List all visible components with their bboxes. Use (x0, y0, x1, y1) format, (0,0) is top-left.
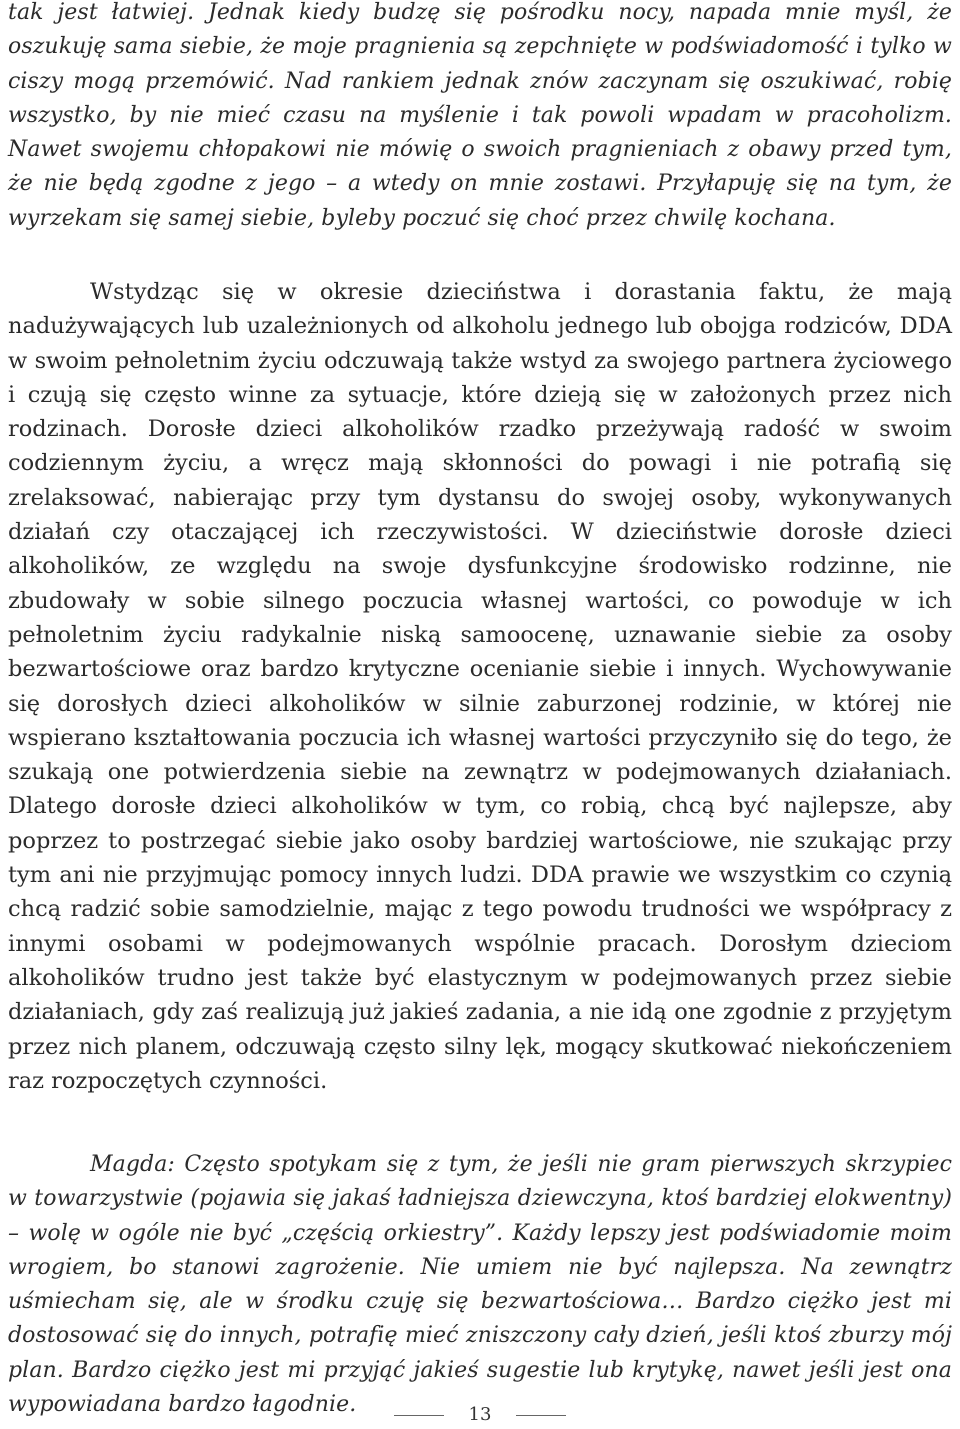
page-footer (0, 1404, 960, 1424)
footer-rule-left (394, 1415, 444, 1416)
footer-rule-right (516, 1415, 566, 1416)
main-paragraph: Wstydząc się w okresie dzieciństwa i dorastania faktu, że mają nadużywających lub uzależnionych od alkoholu jednego lub obojga rodziców, DDA w swoim pełnoletnim życiu odczuwają także wstyd za swojego partnera życiowego i czują się często winne za sytuacje, które dzieją się w założonych przez nich rodzinach. Dorosłe dzieci alkoholików rzadko przeżywają radość w swoim codziennym życiu, a wręcz mają skłonności do powagi i nie potrafią się zrelaksować, nabierając przy tym dystansu do swojej osoby, wykonywanych działań czy otaczającej ich rzeczywistości. W dzieciństwie dorosłe dzieci alkoholików, ze względu na swoje dysfunkcyjne środowisko rodzinne, nie zbudowały w sobie silnego poczucia własnej wartości, co powoduje w ich pełnoletnim życiu radykalnie niską samoocenę, uznawanie siebie za osoby bezwartościowe oraz bardzo krytyczne ocenianie siebie i innych. Wychowywanie się dorosłych dzieci alkoholików w silnie zaburzonej rodzinie, w której nie wspierano kształtowania poczucia ich własnej wartości przyczyniło się do tego, że szukają one potwierdzenia siebie na zewnątrz w podejmowanych działaniach. Dlatego dorosłe dzieci alkoholików w tym, co robią, chcą być najlepsze, aby poprzez to postrzegać siebie jako osoby bardziej wartościowe, nie szukając przy tym ani nie przyjmując pomocy innych ludzi. DDA prawie we wszystkim co czynią chcą radzić sobie samodzielnie, mając z tego powodu trudności we współpracy z innymi osobami w podejmowanych wspólnie pracach. Dorosłym dzieciom alkoholików trudno jest także być elastycznym w podejmowanych przez siebie działaniach, gdy zaś realizują już jakieś zadania, a nie idą one zgodnie z przyjętym przez nich planem, odczuwają często silny lęk, mogący skutkować niekończeniem raz rozpoczętych czynności. (8, 279, 952, 1094)
intro-paragraph: tak jest łatwiej. Jednak kiedy budzę się pośrodku nocy, napada mnie myśl, że oszukuję sama siebie, że moje pragnienia są zepchnięte w podświadomość i tylko w ciszy mogą przemówić. Nad rankiem jednak znów zaczynam się oszukiwać, robię wszystko, by nie mieć czasu na myślenie i tak powoli wpadam w pracoholizm. Nawet swojemu chłopakowi nie mówię o swoich pragnieniach z obawy przed tym, że nie będą zgodne z jego – a wtedy on mnie zostawi. Przyłapuję się na tym, że wyrzekam się samej siebie, byleby poczuć się choć przez chwilę kochana. (8, 0, 952, 231)
page-number: 13 (468, 1404, 492, 1425)
quote-paragraph: Magda: Często spotykam się z tym, że jeśli nie gram pierwszych skrzypiec w towarzystwie (pojawia się jakaś ładniejsza dziewczyna, ktoś bardziej elokwentny) – wolę w ogóle nie być „częścią orkiestry”. Każdy lepszy jest podświadomie moim wrogiem, bo stanowi zagrożenie. Nie umiem nie być najlepsza. Na zewnątrz uśmiecham się, ale w środku czuję się bezwartościowa… Bardzo ciężko jest mi dostosować się do innych, potrafię mieć zniszczony cały dzień, jeśli ktoś zburzy mój plan. Bardzo ciężko jest mi przyjąć jakieś sugestie lub krytykę, nawet jeśli jest ona wypowiadana bardzo łagodnie. (8, 1152, 952, 1418)
